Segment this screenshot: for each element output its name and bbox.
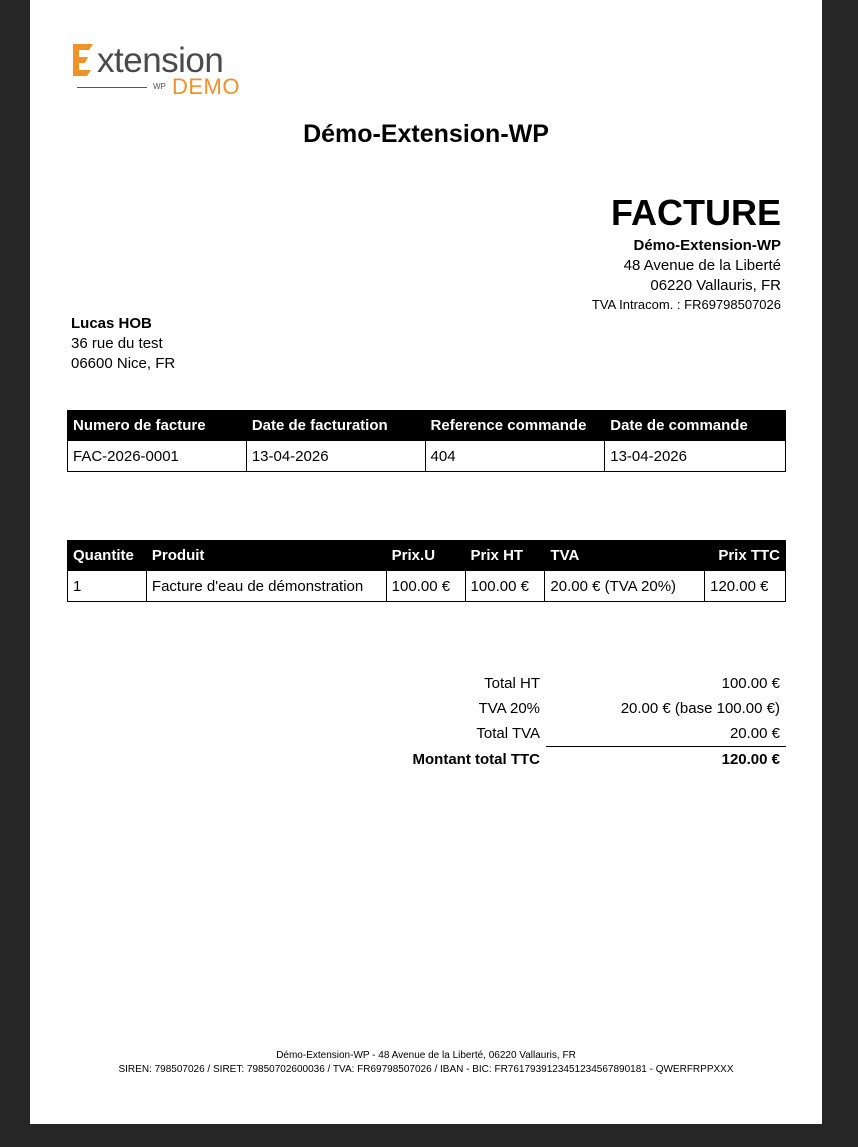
cell-product: Facture d'eau de démonstration xyxy=(146,571,386,602)
cell-order-reference: 404 xyxy=(425,441,605,472)
cell-price-ht: 100.00 € xyxy=(465,571,545,602)
seller-vat: TVA Intracom. : FR69798507026 xyxy=(591,297,781,312)
total-ht-value: 100.00 € xyxy=(721,675,780,692)
header-tva: TVA xyxy=(545,541,705,571)
invoice-title: FACTURE xyxy=(611,192,781,233)
totals-block xyxy=(388,671,786,772)
tva-20-label: TVA 20% xyxy=(478,700,540,717)
total-tva-label: Total TVA xyxy=(476,725,540,742)
header-product: Produit xyxy=(146,541,386,571)
cell-quantity: 1 xyxy=(68,571,147,602)
total-ht-label: Total HT xyxy=(484,675,540,692)
cell-invoice-date: 13-04-2026 xyxy=(246,441,425,472)
header-price-ttc: Prix TTC xyxy=(705,541,786,571)
total-tva-row xyxy=(388,721,786,746)
header-invoice-number: Numero de facture xyxy=(68,411,247,441)
cell-price-ttc: 120.00 € xyxy=(705,571,786,602)
table-header-row xyxy=(68,541,786,571)
invoice-items-table xyxy=(67,540,786,602)
seller-city: 06220 Vallauris, FR xyxy=(650,277,781,294)
company-title: Démo-Extension-WP xyxy=(303,120,549,148)
invoice-info-table xyxy=(67,410,786,472)
invoice-page xyxy=(30,0,822,1124)
cell-invoice-number: FAC-2026-0001 xyxy=(68,441,247,472)
header-order-date: Date de commande xyxy=(605,411,786,441)
total-ht-row xyxy=(388,671,786,696)
company-logo xyxy=(71,40,251,100)
total-ttc-value: 120.00 € xyxy=(721,751,780,768)
seller-street: 48 Avenue de la Liberté xyxy=(623,257,781,274)
seller-address xyxy=(592,236,781,314)
logo-e-icon xyxy=(71,42,95,78)
logo-divider xyxy=(77,87,147,88)
header-order-reference: Reference commande xyxy=(425,411,605,441)
cell-order-date: 13-04-2026 xyxy=(605,441,786,472)
footer-address-line: Démo-Extension-WP - 48 Avenue de la Liberté, 06220 Vallauris, FR xyxy=(276,1050,576,1061)
footer-legal-line: SIREN: 798507026 / SIRET: 79850702600036 / TVA: FR69798507026 / IBAN - BIC: FR7617939123451234567890181 - QWERFRPPXXX xyxy=(118,1064,734,1075)
client-name: Lucas HOB xyxy=(71,315,152,332)
seller-name: Démo-Extension-WP xyxy=(633,237,781,254)
tva-20-value: 20.00 € (base 100.00 €) xyxy=(620,700,780,717)
logo-wordmark: xtension xyxy=(97,41,224,80)
logo-wp-text: WP xyxy=(153,82,166,91)
header-quantity: Quantite xyxy=(68,541,147,571)
header-price-ht: Prix HT xyxy=(465,541,545,571)
invoice-footer xyxy=(30,1049,822,1077)
cell-tva: 20.00 € (TVA 20%) xyxy=(545,571,705,602)
table-row xyxy=(68,441,786,472)
cell-unit-price: 100.00 € xyxy=(386,571,465,602)
total-ttc-label: Montant total TTC xyxy=(412,751,540,768)
client-address xyxy=(71,314,175,374)
header-unit-price: Prix.U xyxy=(386,541,465,571)
total-ttc-row xyxy=(388,747,786,772)
table-row xyxy=(68,571,786,602)
client-street: 36 rue du test xyxy=(71,335,163,352)
table-header-row xyxy=(68,411,786,441)
logo-demo-text: DEMO xyxy=(172,74,240,99)
client-city: 06600 Nice, FR xyxy=(71,355,176,372)
tva-20-row xyxy=(388,696,786,721)
total-tva-value: 20.00 € xyxy=(729,725,780,742)
header-invoice-date: Date de facturation xyxy=(246,411,425,441)
